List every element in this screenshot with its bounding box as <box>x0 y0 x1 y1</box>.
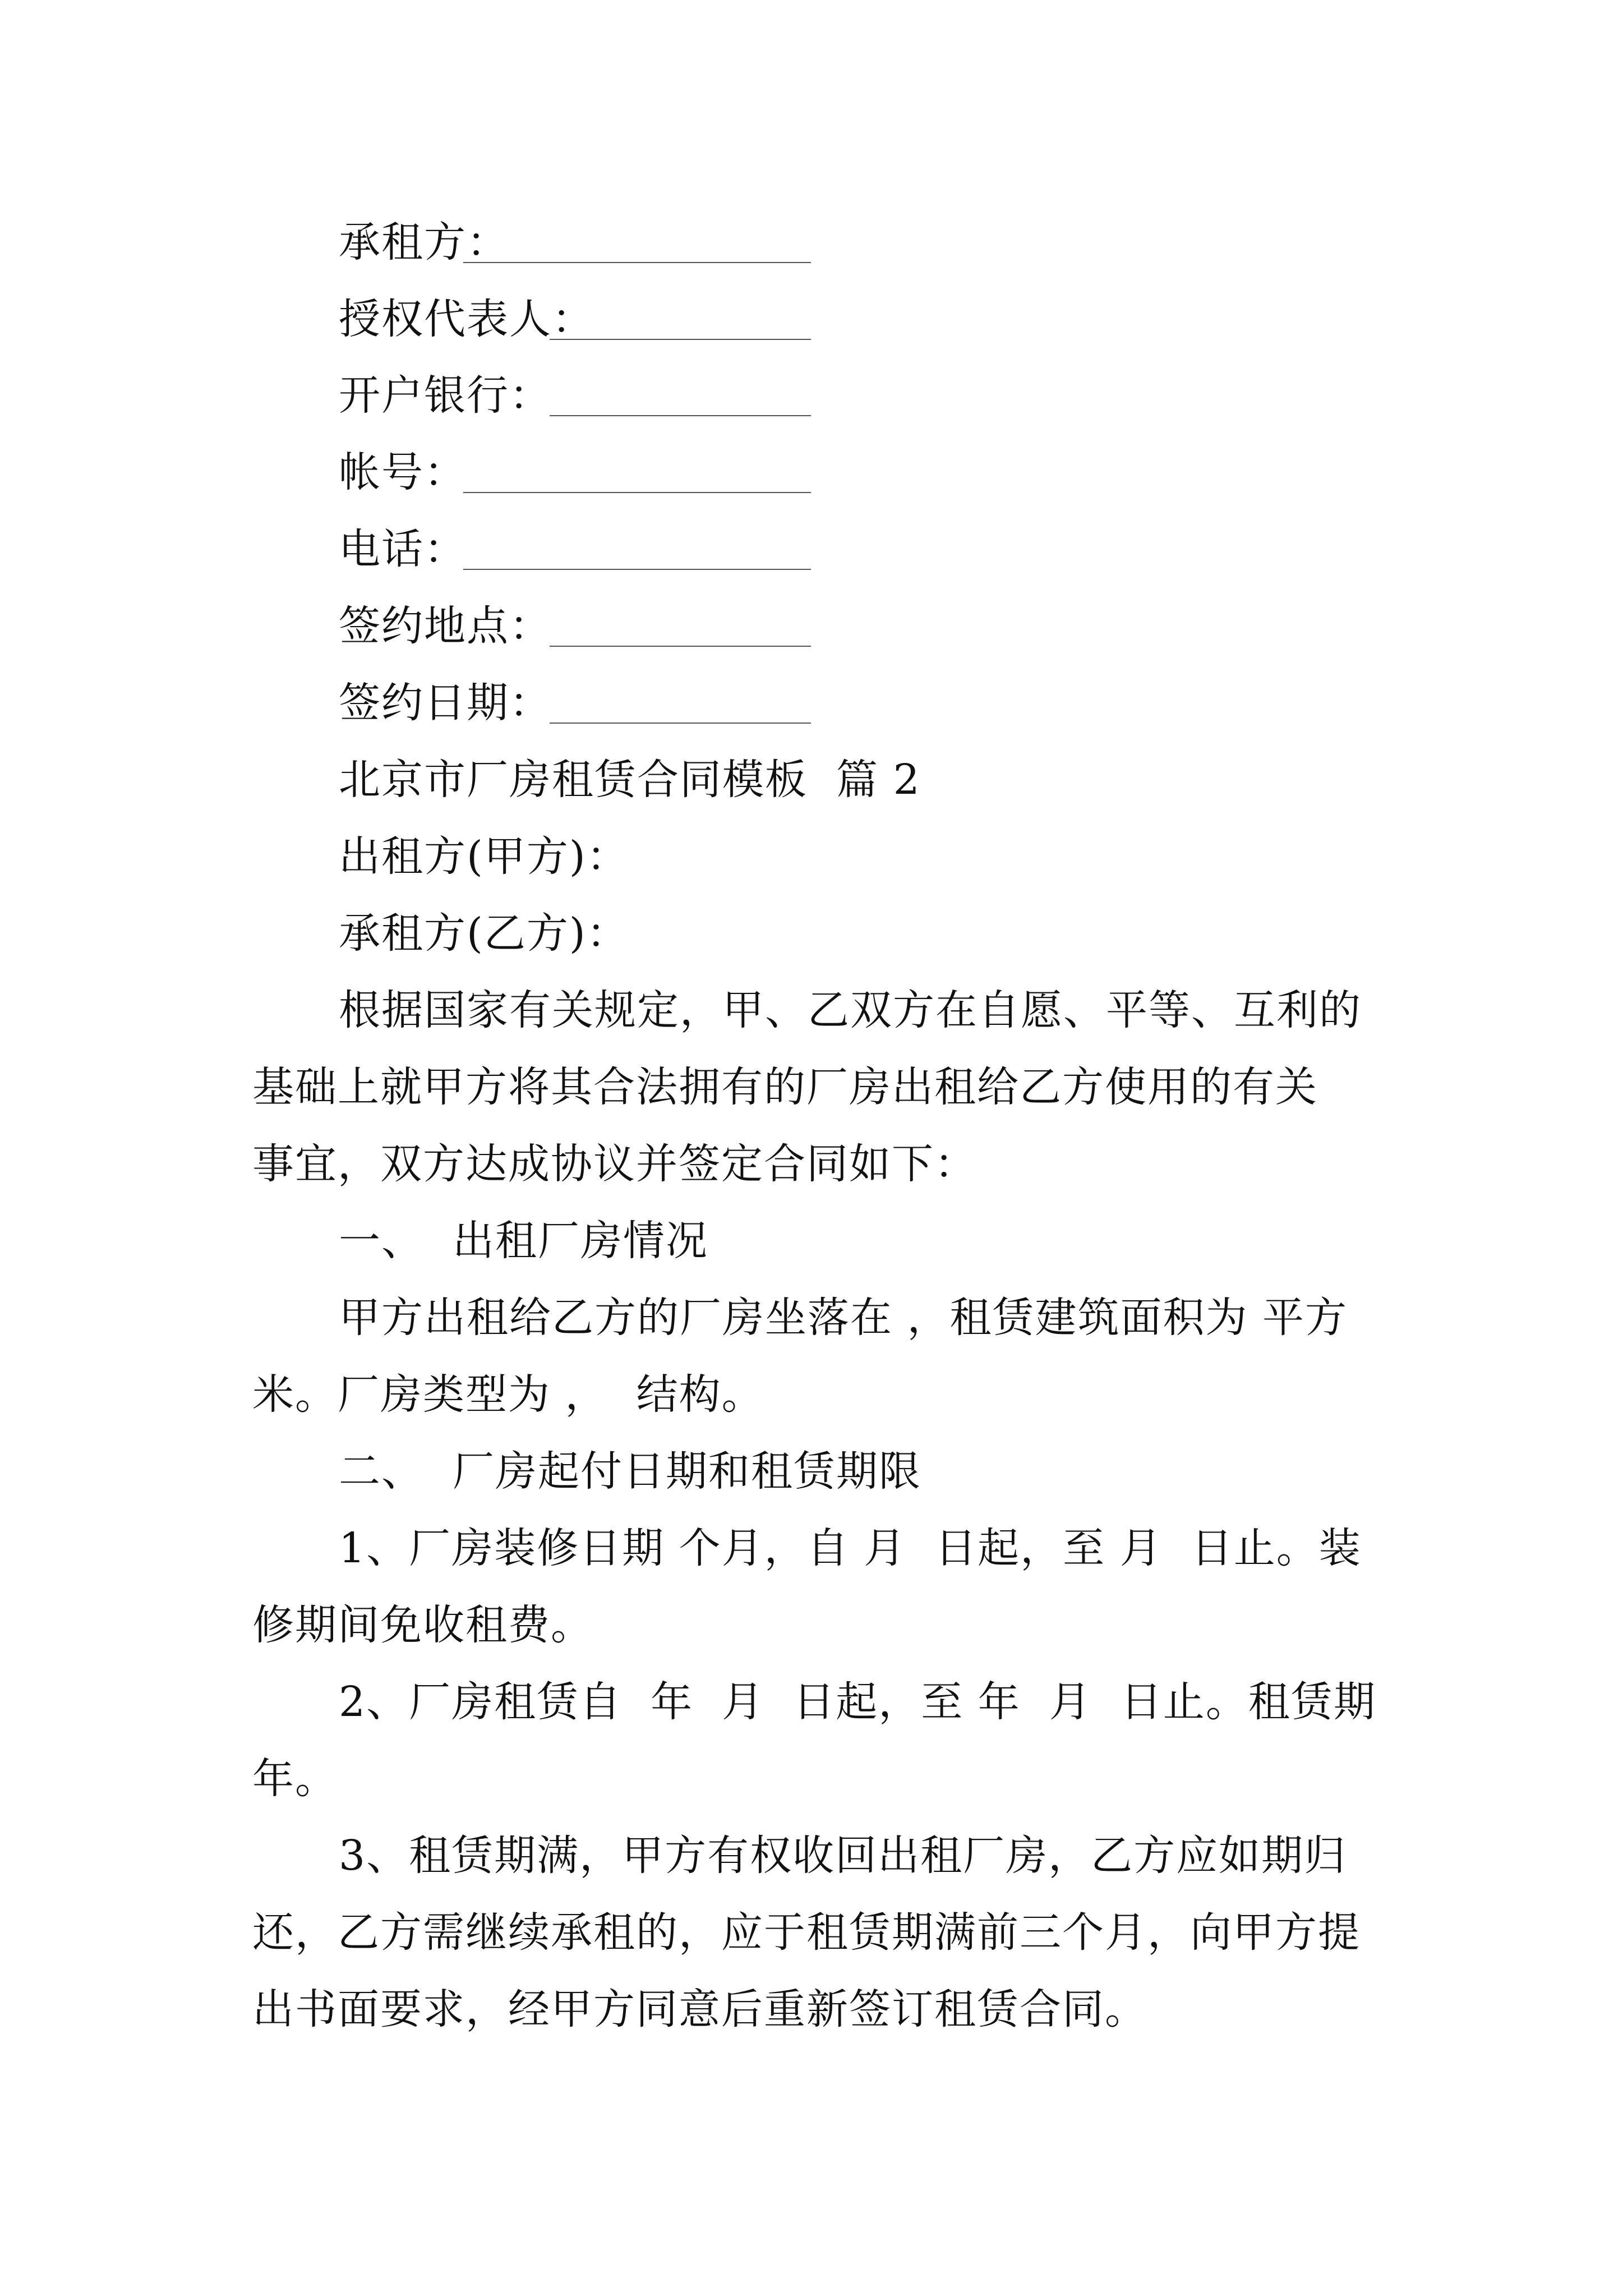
section1-line: 甲方出租给乙方的厂房坐落在 ，租赁建筑面积为 平方 <box>339 1294 1348 1342</box>
field-representative-label: 授权代表人： <box>339 295 594 343</box>
field-lessee-label: 承租方： <box>339 218 509 266</box>
section2-item2-line: 年。 <box>252 1755 338 1803</box>
preamble-line: 根据国家有关规定，甲、乙双方在自愿、平等、互利的 <box>339 986 1362 1034</box>
preamble-line: 基础上就甲方将其合法拥有的厂房出租给乙方使用的有关 <box>252 1063 1318 1111</box>
field-sign-place-label: 签约地点： <box>339 602 552 650</box>
section1-line: 米。厂房类型为 ， 结构。 <box>252 1370 764 1419</box>
section2-item3-line: 3、租赁期满，甲方有权收回出租厂房，乙方应如期归 <box>339 1832 1347 1880</box>
field-account-label: 帐号： <box>339 448 467 496</box>
preamble-line: 事宜，双方达成协议并签定合同如下： <box>252 1140 977 1188</box>
party-a: 出租方(甲方)： <box>339 832 629 881</box>
field-bank-label: 开户银行： <box>339 371 552 420</box>
field-account-blank <box>463 492 811 493</box>
field-sign-place-blank <box>550 646 811 647</box>
section2-item3-line: 出书面要求，经甲方同意后重新签订租赁合同。 <box>252 1985 1147 2033</box>
section1-heading: 一、 出租厂房情况 <box>339 1217 709 1265</box>
field-sign-date-blank <box>550 723 811 724</box>
field-phone-blank <box>463 569 811 570</box>
field-representative-blank <box>550 339 811 340</box>
party-b: 承租方(乙方)： <box>339 909 629 958</box>
section2-heading: 二、 厂房起付日期和租赁期限 <box>339 1447 922 1496</box>
section2-item2-line: 2、厂房租赁自 年 月 日起，至 年 月 日止。租赁期 <box>339 1678 1376 1726</box>
section-title: 北京市厂房租赁合同模板 篇 2 <box>339 756 921 804</box>
section2-item1-line: 1、厂房装修日期 个月，自 月 日起，至 月 日止。装 <box>339 1524 1362 1572</box>
section2-item1-line: 修期间免收租费。 <box>252 1601 593 1649</box>
field-bank-blank <box>550 415 811 416</box>
section2-item3-line: 还，乙方需继续承租的，应于租赁期满前三个月，向甲方提 <box>252 1908 1361 1957</box>
field-phone-label: 电话： <box>339 525 467 573</box>
field-lessee-blank <box>463 262 811 263</box>
field-sign-date-label: 签约日期： <box>339 679 552 727</box>
